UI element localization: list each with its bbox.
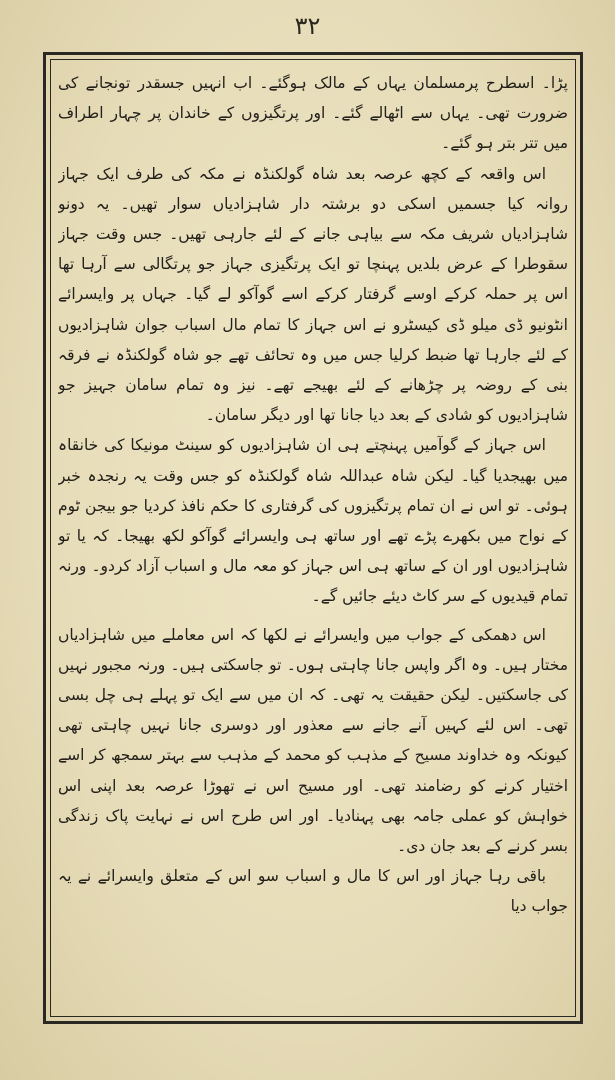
paragraph-3: اس جہاز کے گوآمیں پہنچتے ہی ان شاہزادیوں کو سینٹ مونیکا کی خانقاہ میں بھیجدیا گیا۔ لیکن شاہ عبداللہ شاہ گولکنڈہ کو جس وقت یہ رنجدہ خبر ہوئی۔ تو اس نے ان تمام پرتگیزوں کی گرفتاری کا حکم نافذ کردیا جو بیجن ٹوم کے نواح میں بکھرے پڑے تھے اور ساتھ ہی وایسرائے گوآکو لکھ بھیجا۔ کہ یا تو شاہزادیوں اور ان کے ساتھ ہی اس جہاز کو معہ مال و اسباب آزاد کردو۔ ورنہ تمام قیدیوں کے سر کاٹ دیئے جائیں گے۔: [58, 436, 568, 606]
paragraph-1: پڑا۔ اسطرح پرمسلمان یہاں کے مالک ہوگئے۔ اب انہیں جسقدر تونجانے کی ضرورت تھی۔ یہاں سے اٹھالے گئے۔ اور پرتگیزوں کے خاندان پر چہار اطراف میں تتر بتر ہو گئے۔: [58, 74, 568, 153]
body-text: [58, 68, 568, 1008]
paragraph-2: اس واقعہ کے کچھ عرصہ بعد شاہ گولکنڈہ نے مکہ کی طرف ایک جہاز روانہ کیا جسمیں اسکی دو برشتہ دار شاہزادیاں سوار تھیں۔ یہ دونو شاہزادیاں شریف مکہ سے بیاہی جانے کے لئے جارہی تھیں۔ جس وقت جہاز سقوطرا کے عرض بلدیں پہنچا تو ایک پرتگیزی جہاز جو پرتگالی سے آرہا تھا اس پر حملہ کرکے اوسے گرفتار کرکے اسے گوآکو لے گیا۔ جہاں پر وایسرائے انٹونیو ڈی میلو ڈی کیسٹرو نے اس جہاز کا تمام مال اسباب جوان شاہزادیوں کے لئے جارہا تھا ضبط کرلیا جس میں وہ تحائف تھے جو شاہ گولکنڈہ نے فرقہ بنی کے روضہ پر چڑھانے کے لئے بھیجے تھے۔ نیز وہ تمام سامان جہیز جو شاہزادیوں کو شادی کے بعد دیا جانا تھا اور دیگر سامان۔: [58, 164, 568, 425]
paragraph-5: باقی رہا جہاز اور اس کا مال و اسباب سو اس کے متعلق وایسرائے نے یہ جواب دیا: [58, 867, 568, 916]
page-number: ۳۲: [294, 12, 321, 40]
paragraph-4: اس دھمکی کے جواب میں وایسرائے نے لکھا کہ اس معاملے میں شاہزادیاں مختار ہیں۔ وہ اگر واپس جانا چاہتی ہوں۔ تو جاسکتی ہیں۔ ورنہ مجبور نہیں کی جاسکتیں۔ لیکن حقیقت یہ تھی۔ کہ ان میں سے ایک تو پہلے ہی چل بسی تھی۔ اس لئے کہیں آنے جانے سے معذور اور دوسری جانا نہیں چاہتی تھی کیونکہ وہ خداوند مسیح کے مذہب کو محمد کے مذہب سے بہتر سمجھ کر اسے اختیار کرنے کو رضامند تھی۔ اور مسیح اس نے تھوڑا عرصہ بعد اپنی اس خواہش کو عملی جامہ بھی پہنادیا۔ اور اس طرح اس نے نہایت پاک زندگی بسر کرنے کے بعد جان دی۔: [58, 625, 568, 856]
